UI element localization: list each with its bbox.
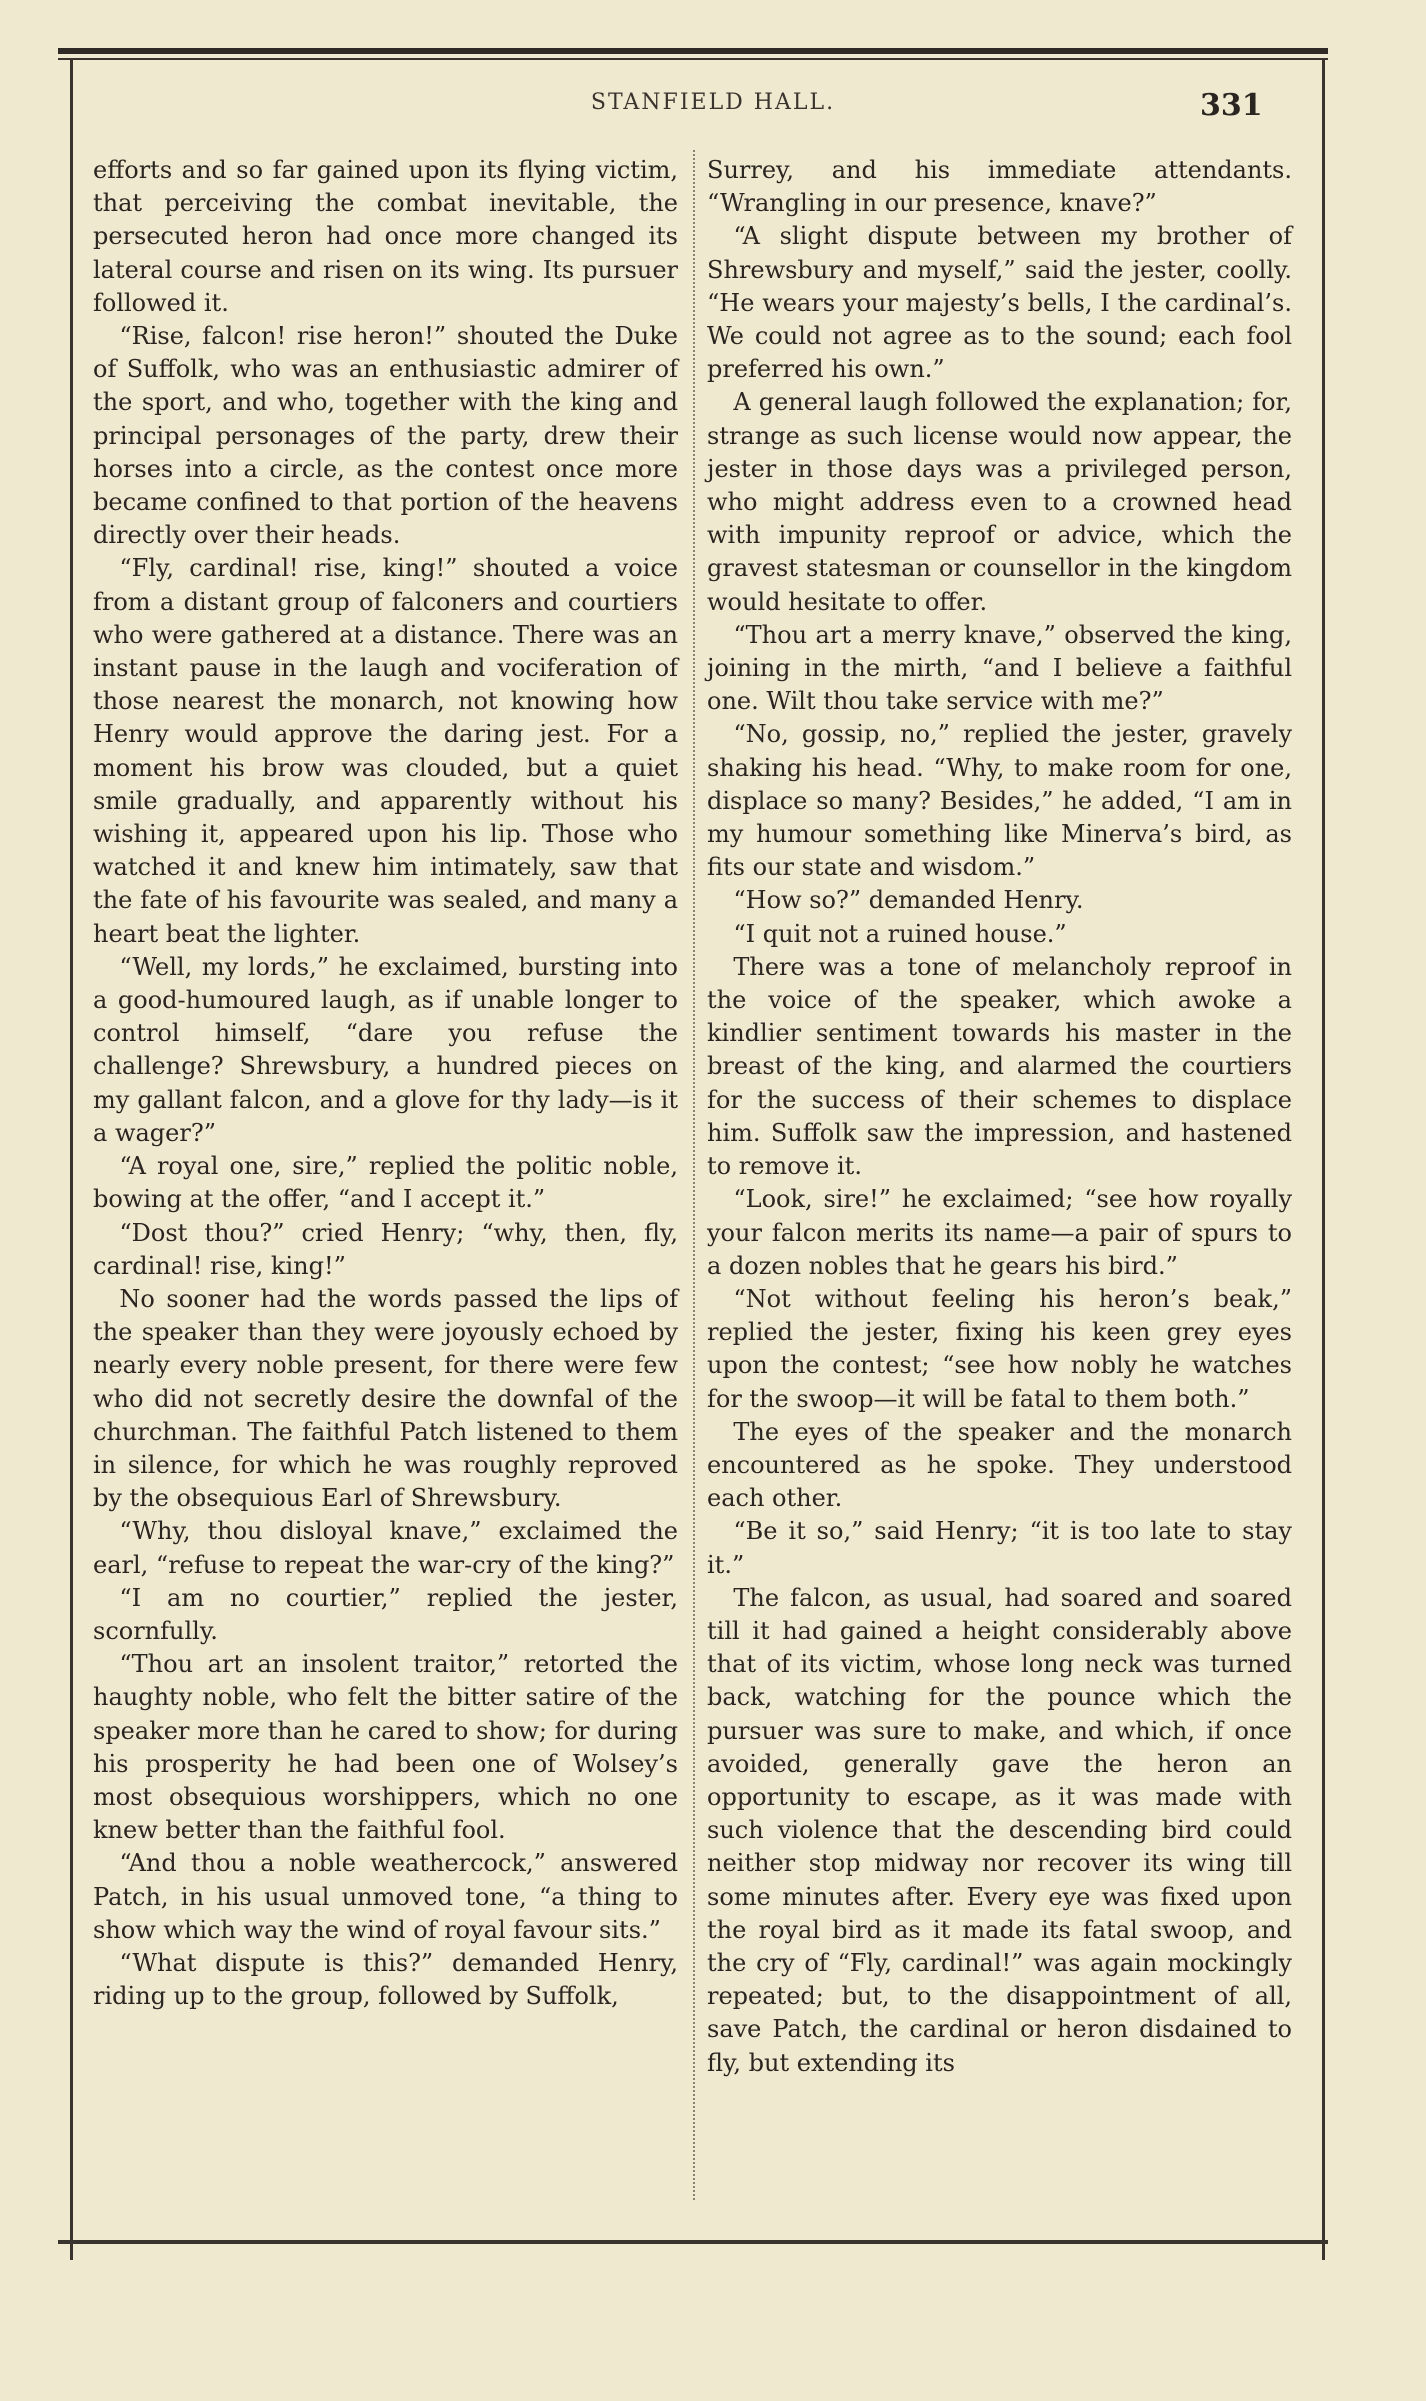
paragraph: “What dispute is this?” demanded Henry, riding up to the group, followed by Suffolk, (93, 1948, 678, 2011)
left-border-rule (70, 60, 73, 2260)
paragraph: “Not without feeling his heron’s beak,” replied the jester, fixing his keen grey eyes upon the contest; “see how nobly he watches for the swoop—it will be fatal to them both.” (707, 1284, 1292, 1413)
paragraph: A general laugh followed the explanation; for, strange as such license would now appear, the jester in those days was a privileged person, who might address even to a crowned head with impunity reproof or advice, which the gravest statesman or counsellor in the kingdom would hesitate to offer. (707, 388, 1292, 616)
paragraph: “Look, sire!” he exclaimed; “see how royally your falcon merits its name—a pair of spurs to a dozen nobles that he gears his bird.” (707, 1185, 1292, 1280)
paragraph: “And thou a noble weathercock,” answered Patch, in his usual unmoved tone, “a thing to show which way the wind of royal favour sits.” (93, 1849, 678, 1944)
page-number: 331 (1200, 88, 1263, 123)
paragraph: “How so?” demanded Henry. (733, 886, 1084, 915)
right-column (707, 154, 1292, 2080)
paragraph: No sooner had the words passed the lips of the speaker than they were joyously echoed by nearly every noble present, for there were few who did not secretly desire the downfal of the churchman. The faithful Patch listened to them in silence, for which he was roughly reproved by the obsequious Earl of Shrewsbury. (93, 1284, 678, 1513)
paragraph: “Dost thou?” cried Henry; “why, then, fly, cardinal! rise, king!” (93, 1218, 678, 1280)
column-separator (693, 150, 696, 2200)
paragraph: The falcon, as usual, had soared and soared till it had gained a height considerably above that of its victim, whose long neck was turned back, watching for the pounce which the pursuer was sure to make, and which, if once avoided, generally gave the heron an opportunity to escape, as it was made with such violence that the descending bird could neither stop midway nor recover its wing till some minutes after. Every eye was fixed upon the royal bird as it made its fatal swoop, and the cry of “Fly, cardinal!” was again mockingly repeated; but, to the disappointment of all, save Patch, the cardinal or heron disdained to fly, but extending its (707, 1583, 1292, 2077)
paragraph: “A slight dispute between my brother of Shrewsbury and myself,” said the jester, coolly. “He wears your majesty’s bells, I the cardinal’s. We could not agree as to the sound; each fool preferred his own.” (707, 222, 1292, 384)
paragraph: “Why, thou disloyal knave,” exclaimed the earl, “refuse to repeat the war-cry of the king?” (93, 1517, 678, 1579)
paragraph: “A royal one, sire,” replied the politic noble, bowing at the offer, “and I accept it.” (93, 1152, 678, 1214)
running-title: STANFIELD HALL. (590, 90, 836, 115)
paragraph: efforts and so far gained upon its flying victim, that perceiving the combat inevitable, the persecuted heron had once more changed its lateral course and risen on its wing. Its pursuer followed it. (93, 156, 678, 317)
top-border-rule (58, 48, 1328, 54)
top-border-thin-rule (58, 58, 1328, 60)
paragraph: The eyes of the speaker and the monarch encountered as he spoke. They understood each other. (707, 1417, 1292, 1513)
left-column (93, 154, 678, 2013)
paragraph: Surrey, and his immediate attendants. “Wrangling in our presence, knave?” (707, 156, 1292, 218)
paragraph: “I quit not a ruined house.” (733, 919, 1067, 948)
paragraph: “Rise, falcon! rise heron!” shouted the Duke of Suffolk, who was an enthusiastic admirer of the sport, and who, together with the king and principal personages of the party, drew their horses into a circle, as the contest once more became confined to that portion of the heavens directly over their heads. (93, 322, 678, 550)
paragraph: “Thou art a merry knave,” observed the king, joining in the mirth, “and I believe a faithful one. Wilt thou take service with me?” (707, 620, 1292, 716)
paragraph: “No, gossip, no,” replied the jester, gravely shaking his head. “Why, to make room for one, displace so many? Besides,” he added, “I am in my humour something like Minerva’s bird, as fits our state and wisdom.” (707, 720, 1292, 882)
paragraph: “Well, my lords,” he exclaimed, bursting into a good-humoured laugh, as if unable longer to control himself, “dare you refuse the challenge? Shrewsbury, a hundred pieces on my gallant falcon, and a glove for thy lady—is it a wager?” (93, 952, 678, 1147)
paragraph: There was a tone of melancholy reproof in the voice of the speaker, which awoke a kindlier sentiment towards his master in the breast of the king, and alarmed the courtiers for the success of their schemes to displace him. Suffolk saw the impression, and hastened to remove it. (707, 952, 1292, 1181)
paragraph: “I am no courtier,” replied the jester, scornfully. (93, 1583, 678, 1645)
right-border-rule (1322, 60, 1325, 2260)
paragraph: “Fly, cardinal! rise, king!” shouted a voice from a distant group of falconers and courtiers who were gathered at a distance. There was an instant pause in the laugh and vociferation of those nearest the monarch, not knowing how Henry would approve the daring jest. For a moment his brow was clouded, but a quiet smile gradually, and apparently without his wishing it, appeared upon his lip. Those who watched it and knew him intimately, saw that the fate of his favourite was sealed, and many a heart beat the lighter. (93, 554, 678, 948)
paragraph: “Thou art an insolent traitor,” retorted the haughty noble, who felt the bitter satire of the speaker more than he cared to show; for during his prosperity he had been one of Wolsey’s most obsequious worshippers, which no one knew better than the faithful fool. (93, 1650, 678, 1845)
bottom-border-rule (58, 2240, 1328, 2244)
paragraph: “Be it so,” said Henry; “it is too late to stay it.” (707, 1517, 1292, 1579)
